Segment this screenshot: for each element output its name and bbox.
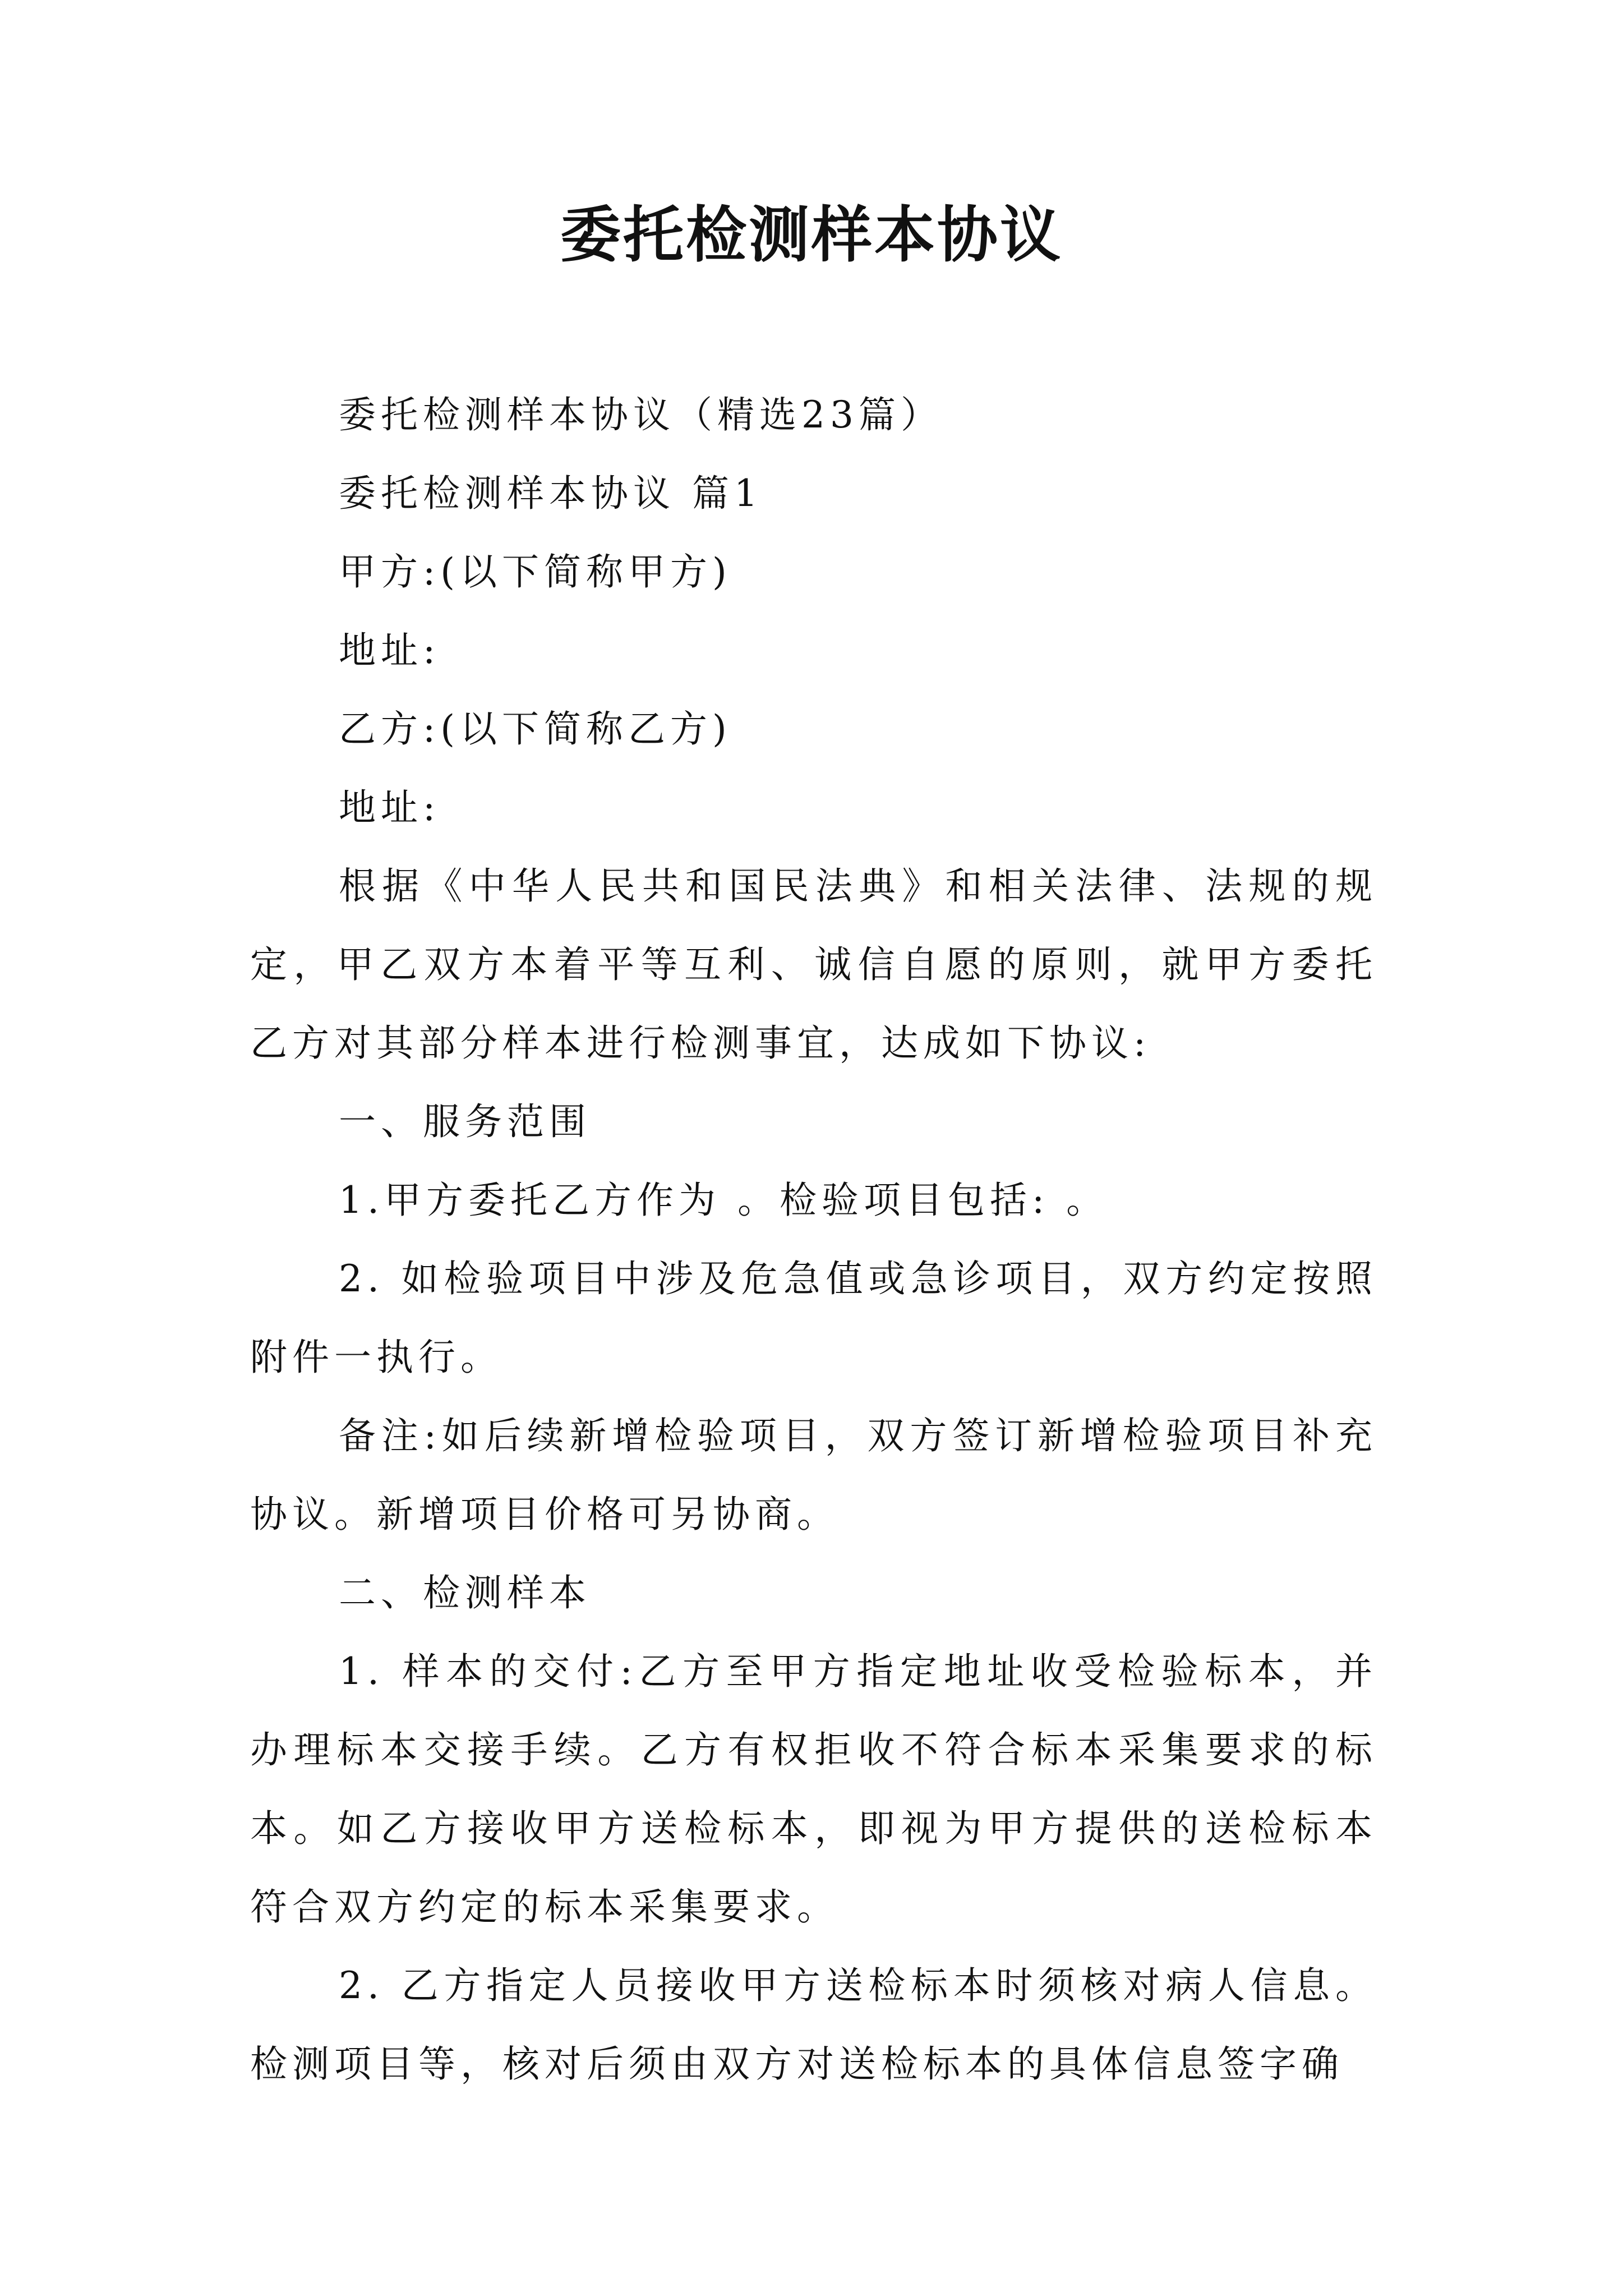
paragraph-clause-2-2: 2. 乙方指定人员接收甲方送检标本时须核对病人信息。检测项目等，核对后须由双方对送检标本的具体信息签字确 (250, 1964, 1377, 2086)
paragraph-heading-service-scope: 一、服务范围 (339, 1100, 591, 1143)
paragraph-clause-2-1: 1. 样本的交付:乙方至甲方指定地址收受检验标本，并办理标本交接手续。乙方有权拒收不符合标本采集要求的标本。如乙方接收甲方送检标本，即视为甲方提供的送检标本符合双方约定的标本采集要求。 (250, 1650, 1377, 1929)
paragraph-preamble: 根据《中华人民共和国民法典》和相关法律、法规的规定，甲乙双方本着平等互利、诚信自愿的原则，就甲方委托乙方对其部分样本进行检测事宜，达成如下协议: (250, 864, 1377, 1065)
paragraph-clause-1-1: 1.甲方委托乙方作为 。检验项目包括: 。 (339, 1179, 1109, 1222)
paragraph-subtitle: 委托检测样本协议（精选23篇） (339, 393, 943, 436)
paragraph-section-heading: 委托检测样本协议 篇1 (339, 472, 763, 515)
paragraph-party-a: 甲方:(以下简称甲方) (339, 550, 732, 593)
document-body (250, 376, 1377, 2104)
paragraph-party-b: 乙方:(以下简称乙方) (339, 707, 732, 751)
paragraph-party-a-address: 地址: (339, 629, 441, 672)
document-title: 委托检测样本协议 (560, 200, 1063, 270)
paragraph-clause-1-2: 2. 如检验项目中涉及危急值或急诊项目，双方约定按照附件一执行。 (250, 1257, 1377, 1379)
paragraph-party-b-address: 地址: (339, 786, 441, 829)
paragraph-remark: 备注:如后续新增检验项目，双方签订新增检验项目补充协议。新增项目价格可另协商。 (250, 1414, 1377, 1536)
paragraph-heading-samples: 二、检测样本 (339, 1571, 591, 1614)
